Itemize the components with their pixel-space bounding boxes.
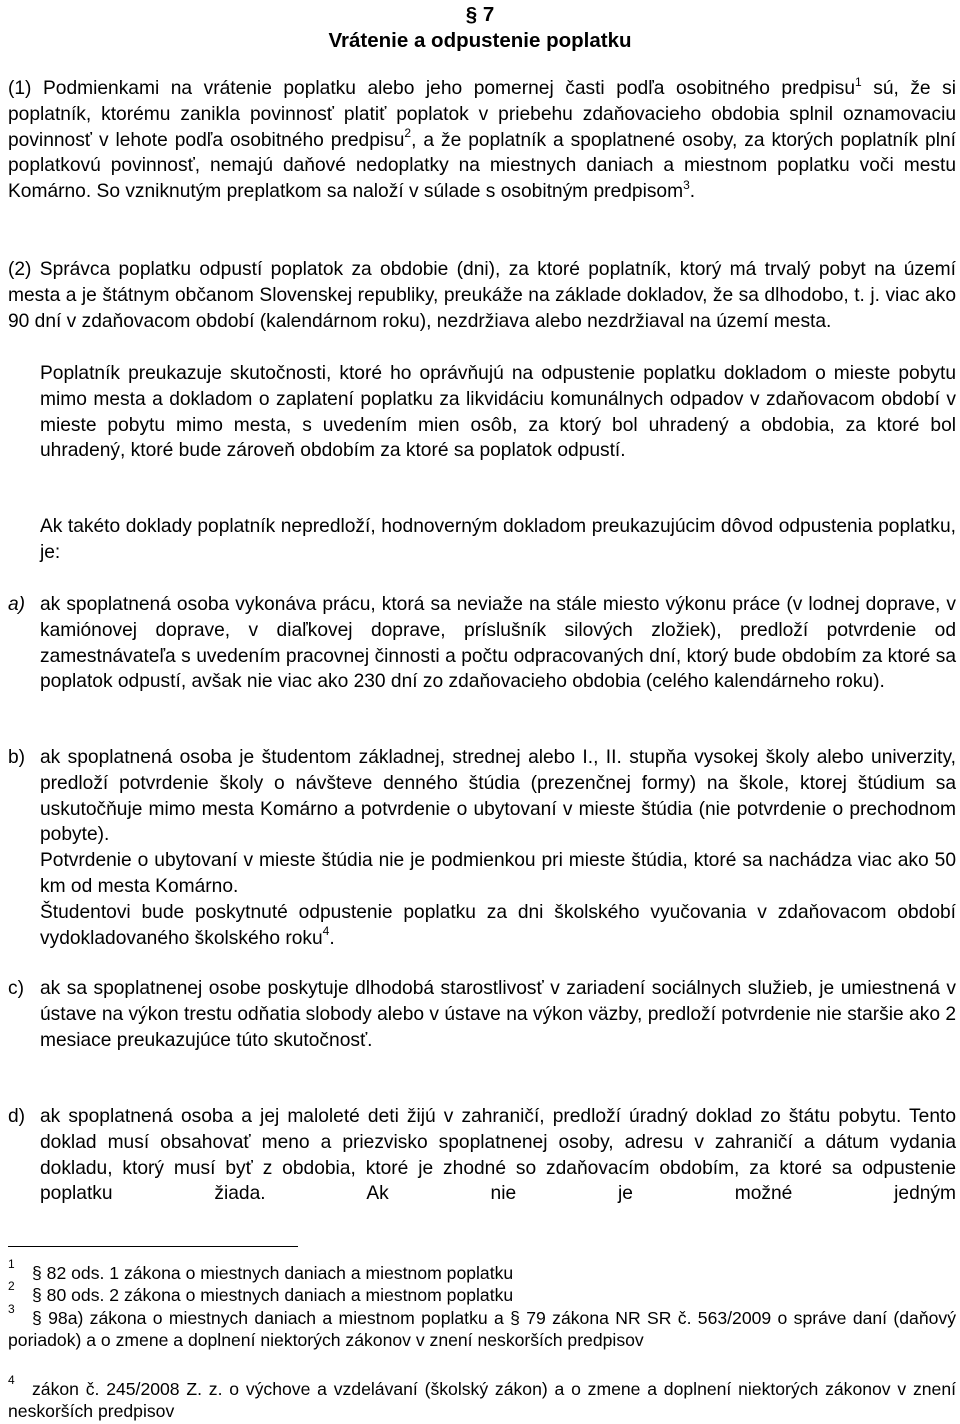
- list-item-b-text-3-main: Študentovi bude poskytnuté odpustenie poplatku za dni školského vyučovania v zdaňovacom období vydokladovaného školského roku: [40, 901, 956, 949]
- list-item-b-text-3: [40, 900, 956, 952]
- paragraph-1: [8, 76, 956, 205]
- list-item-d-label: d): [8, 1106, 26, 1127]
- section-number: § 7: [465, 3, 495, 26]
- footnote-2-text: § 80 ods. 2 zákona o miestnych daniach a miestnom poplatku: [32, 1285, 514, 1305]
- paragraph-1-text-a: (1) Podmienkami na vrátenie poplatku alebo jeho pomernej časti podľa osobitného predpisu: [8, 78, 856, 99]
- list-item-d-text: ak spoplatnená osoba a jej maloleté deti žijú v zahraničí, predloží úradný doklad zo štátu pobytu. Tento doklad musí obsahovať meno a priezvisko spoplatnenej osoby, adresu v zahraničí a dátum vydania dokladu, ktorý musí byť z obdobia, ktoré je zhodné so zdaňovacím obdobím, za ktoré sa odpustenie poplatku žiada. Ak nie je možné jedným: [40, 1106, 956, 1205]
- list-item-c-text: ak sa spoplatnenej osobe poskytuje dlhodobá starostlivosť v zariadení sociálnych služieb, je umiestnená v ústave na výkon trestu odňatia slobody alebo v ústave na výkon väzby, predloží potvrdenie nie staršie ako 2 mesiace preukazujúce túto skutočnosť.: [40, 978, 956, 1051]
- section-title: Vrátenie a odpustenie poplatku: [328, 29, 632, 52]
- paragraph-2: [8, 257, 956, 334]
- paragraph-1-text-d: .: [689, 181, 696, 203]
- list-item-b-label: b): [8, 747, 26, 768]
- paragraph-2-text: (2) Správca poplatku odpustí poplatok za obdobie (dni), za ktoré poplatník, ktorý má trvalý pobyt na území mesta a je štátnym občanom Slovenskej republiky, preukáže na základe dokladov, že sa dlhodobo, t. j. viac ako 90 dní v zdaňovacom období (kalendárnom roku), nezdržiava alebo nezdržiaval na území mesta.: [8, 259, 956, 332]
- list-item-a-text: ak spoplatnená osoba vykonáva prácu, ktorá sa neviaže na stále miesto výkonu práce (v lodnej doprave, v kamiónovej doprave, v diaľkovej doprave, príslušník silových zložiek), predloží potvrdenie od zamestnávateľa s uvedením pracovnej činnosti a počtu odpracovaných dní, ktorý bude obdobím za ktoré sa poplatok odpustí, avšak nie viac ako 230 dní zo zdaňovacieho obdobia (celého kalendárneho roku).: [40, 594, 956, 693]
- footnote-ref-2[interactable]: 2: [404, 126, 412, 141]
- footnote-1-number: 1: [8, 1257, 15, 1271]
- list-item-b-text-3-end: .: [329, 927, 335, 949]
- footnote-2-number: 2: [8, 1279, 15, 1293]
- footnote-3-number: 3: [8, 1302, 15, 1316]
- footnote-separator: [8, 1246, 298, 1247]
- paragraph-1-text-b: sú, že si poplatník, ktorému zanikla povinnosť platiť poplatok v priebehu zdaňovacieho obdobia splnil oznamovaciu povinnosť v lehote podľa osobitného predpisu: [8, 78, 956, 151]
- footnote-ref-3[interactable]: 3: [683, 177, 690, 192]
- footnote-3-text: § 98a) zákona o miestnych daniach a miestnom poplatku a § 79 zákona NR SR č. 563/2009 o správe daní (daňový poriadok) a o zmene a doplnení niektorých zákonov v znení neskorších predpisov: [8, 1308, 956, 1350]
- paragraph-4-text: Ak takéto doklady poplatník nepredloží, hodnoverným dokladom preukazujúcim dôvod odpustenia poplatku, je:: [40, 516, 956, 563]
- footnote-4-number: 4: [8, 1373, 15, 1387]
- paragraph-1-text-c: , a že poplatník a spoplatnené osoby, za ktorých poplatník plní poplatkovú povinnosť, nemajú daňové nedoplatky na miestnych daniach a miestnom poplatku voči mestu Komárno. So vzniknutým preplatkom sa naloží v súlade s osobitným predpisom: [8, 129, 956, 203]
- footnote-4-text: zákon č. 245/2008 Z. z. o výchove a vzdelávaní (školský zákon) a o zmene a doplnení niektorých zákonov v znení neskorších predpisov: [8, 1379, 956, 1421]
- list-item-b-text-2: Potvrdenie o ubytovaní v mieste štúdia nie je podmienkou pri mieste štúdia, ktoré sa nachádza viac ako 50 km od mesta Komárno.: [40, 850, 956, 897]
- paragraph-4: [40, 514, 956, 566]
- paragraph-3: [40, 361, 956, 464]
- footnote-1-text: § 82 ods. 1 zákona o miestnych daniach a miestnom poplatku: [32, 1263, 514, 1283]
- footnote-ref-1[interactable]: 1: [855, 74, 862, 89]
- list-item-b-text-1: ak spoplatnená osoba je študentom základnej, strednej alebo I., II. stupňa vysokej školy alebo univerzity, predloží potvrdenie školy o návšteve denného štúdia (prezenčnej formy) na škole, ktorej štúdium sa uskutočňuje mimo mesta Komárno a potvrdenie o ubytovaní v mieste štúdia (nie potvrdenie o prechodnom pobyte).: [40, 747, 956, 846]
- list-item-a-label: a): [8, 594, 26, 615]
- list-item-b-body: [40, 745, 956, 951]
- paragraph-3-text: Poplatník preukazuje skutočnosti, ktoré ho oprávňujú na odpustenie poplatku dokladom o mieste pobytu mimo mesta a dokladom o zaplatení poplatku za likvidáciu komunálnych odpadov v zdaňovacom období v mieste pobytu mimo mesta, s uvedením mien osôb, za ktorý bol uhradený a obdobia, za ktoré bol uhradený, ktoré bude zároveň obdobím za ktoré sa poplatok odpustí.: [40, 363, 956, 462]
- footnote-ref-4[interactable]: 4: [322, 924, 330, 939]
- list-item-c-label: c): [8, 978, 24, 999]
